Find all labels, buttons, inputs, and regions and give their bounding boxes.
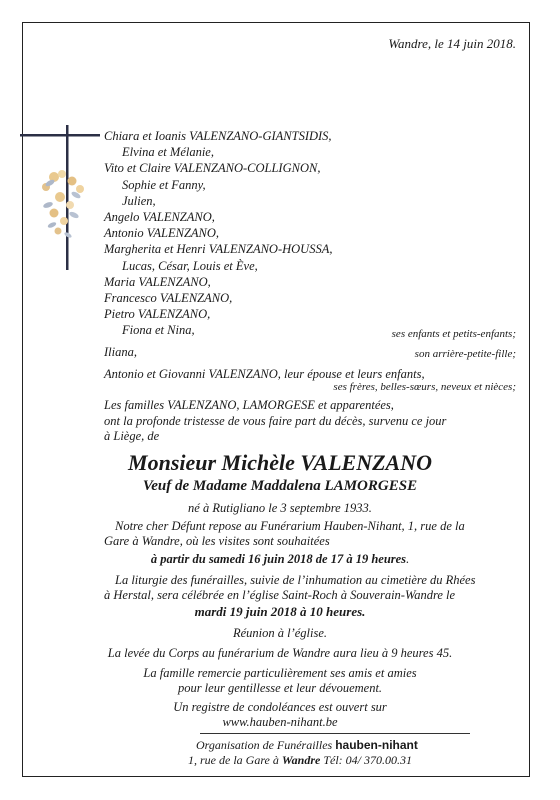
rest-line-1: Notre cher Défunt repose au Funérarium Hauben-Nihant, 1, rue de la [115,519,465,533]
thanks-line-2: pour leur gentillesse et leur dévouement. [177,681,383,695]
visit-hours-end: . [406,552,410,566]
meeting-line: Réunion à l’église. [232,626,328,640]
cross-with-flowers-icon [20,125,100,270]
family-member-line: Antonio VALENZANO, [104,226,220,241]
rest-line-2: Gare à Wandre, où les visites sont souhaitées [104,534,330,548]
relation-great-grandchild: son arrière-petite-fille; [414,348,516,360]
address-prefix: 1, rue de la Gare à [188,753,279,767]
family-member-line: Vito et Claire VALENZANO-COLLIGNON, [104,161,321,176]
address-line [188,753,412,768]
widower-line: Veuf de Madame Maddalena LAMORGESE [142,478,418,494]
family-member-line: Sophie et Fanny, [122,177,206,192]
thanks-line-1: La famille remercie particulièrement ses amis et amies [143,666,417,680]
address-town: Wandre [281,753,321,767]
address-phone: Tél: 04/ 370.00.31 [323,753,412,767]
family-member-line: Pietro VALENZANO, [104,307,211,322]
families-line: Les familles VALENZANO, LAMORGESE et apparentées, [104,398,394,412]
family-list [104,128,332,339]
family-member-line: Francesco VALENZANO, [104,291,233,306]
visit-hours [0,551,560,567]
family-member-line: Elvina et Mélanie, [122,145,214,160]
iliana-line: Iliana, [104,345,137,359]
organizer-line [196,738,418,753]
levee-line: La levée du Corps au funérarium de Wandre aura lieu à 9 heures 45. [107,646,453,660]
family-member-line: Fiona et Nina, [122,323,195,338]
registry-line-1: Un registre de condoléances est ouvert sur [173,700,387,714]
organizer-brand: hauben-nihant [335,738,418,752]
relation-children: ses enfants et petits-enfants; [391,328,516,340]
family-member-line: Margherita et Henri VALENZANO-HOUSSA, [104,242,333,257]
liturgy-line-2: à Herstal, sera célébrée en l’église Saint-Roch à Souverain-Wandre le [104,588,456,602]
deceased-name: Monsieur Michèle VALENZANO [128,450,432,475]
family-member-line: Chiara et Ioanis VALENZANO-GIANTSIDIS, [104,129,332,143]
relation-siblings: ses frères, belles-sœurs, neveux et nièces; [333,381,516,393]
announcement-line-1: ont la profonde tristesse de vous faire part du décès, survenu ce jour [104,414,447,428]
family-member-line: Angelo VALENZANO, [104,210,215,225]
liturgy-line-1: La liturgie des funérailles, suivie de l’inhumation au cimetière du Rhées [115,573,476,587]
organizer-label: Organisation de Funérailles [196,738,333,752]
family-member-line: Julien, [122,193,156,208]
birth-line: né à Rutigliano le 3 septembre 1933. [188,501,372,515]
footer-divider [200,733,470,734]
date-line: Wandre, le 14 juin 2018. [388,36,516,51]
registry-link[interactable]: www.hauben-nihant.be [222,715,338,729]
antonio-giovanni-line: Antonio et Giovanni VALENZANO, leur épouse et leurs enfants, [104,367,425,381]
visit-hours-bold: à partir du samedi 16 juin 2018 de 17 à 19 heures [150,552,407,566]
ceremony-date: mardi 19 juin 2018 à 10 heures. [194,604,366,619]
announcement-line-2: à Liège, de [104,429,160,443]
family-member-line: Lucas, César, Louis et Ève, [122,258,258,273]
family-member-line: Maria VALENZANO, [104,274,211,289]
